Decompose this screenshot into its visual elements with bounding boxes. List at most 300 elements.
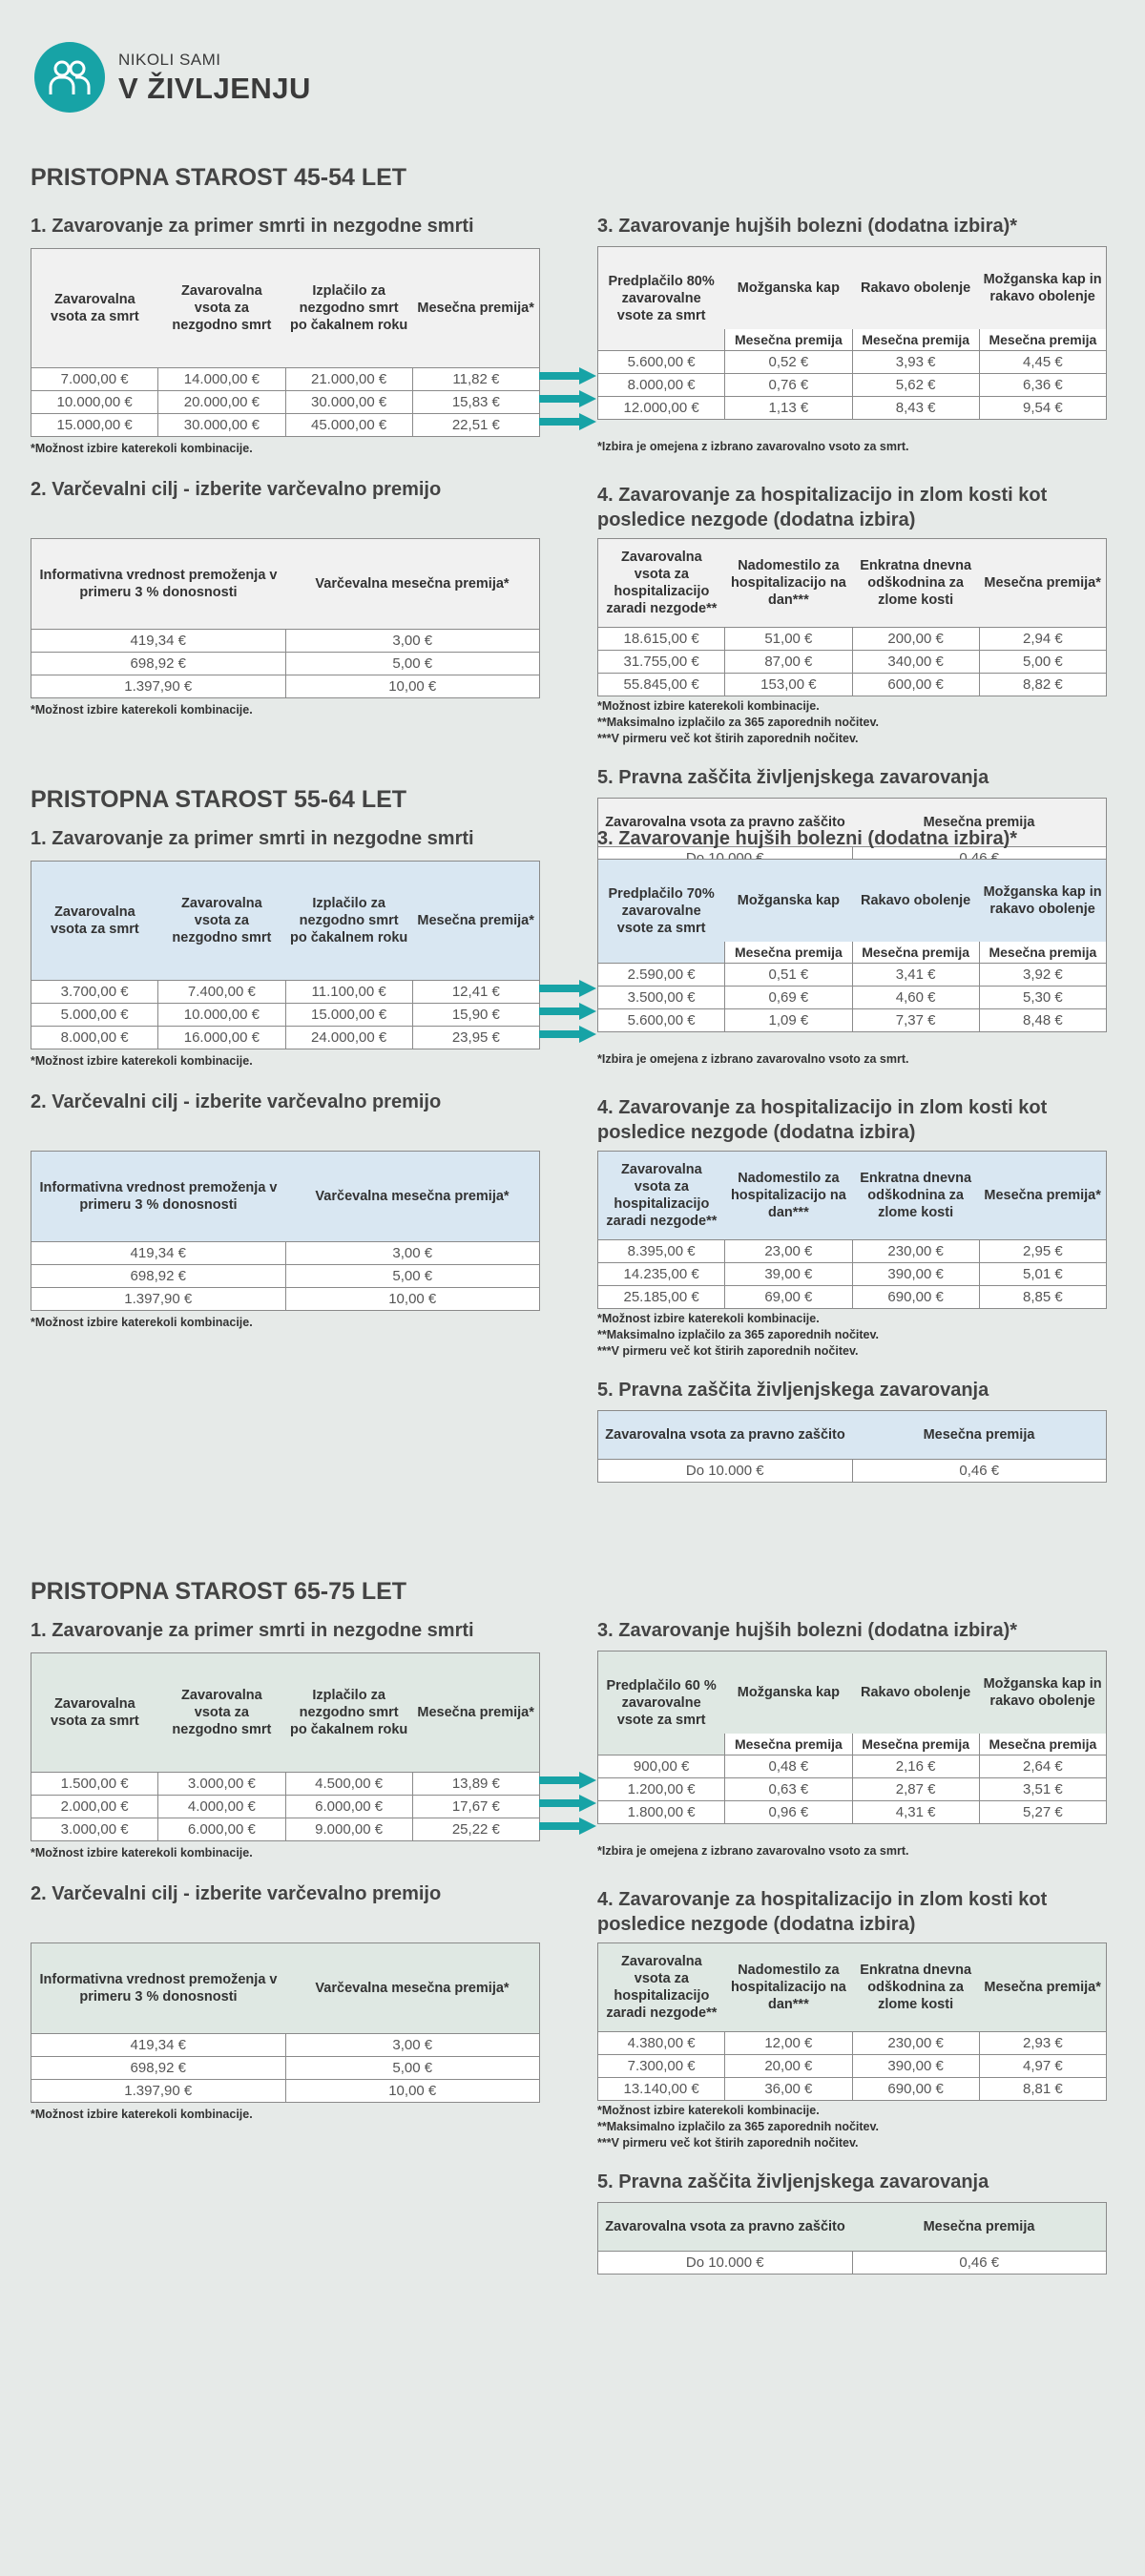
column-header: Izplačilo za nezgodno smrt po čakalnem roku (285, 249, 412, 368)
critical-illness-table (597, 1651, 1107, 1824)
table-cell: 8.395,00 € (598, 1240, 725, 1263)
table-cell: 7.000,00 € (31, 368, 158, 391)
table-cell: 200,00 € (852, 628, 979, 651)
table-cell: 230,00 € (852, 1240, 979, 1263)
footnote: *Izbira je omejena z izbrano zavarovalno vsoto za smrt. (597, 1844, 909, 1858)
table-cell: 5,01 € (979, 1263, 1106, 1286)
table-cell: 3.700,00 € (31, 981, 158, 1004)
table-cell: 13.140,00 € (598, 2078, 725, 2101)
table-cell: 11,82 € (412, 368, 539, 391)
table-cell: 2,95 € (979, 1240, 1106, 1263)
table-row (31, 1773, 540, 1796)
table-cell: 8,82 € (979, 674, 1106, 696)
column-header: Informativna vrednost premoženja v primeru 3 % donosnosti (31, 1152, 286, 1242)
table-row (598, 1801, 1107, 1824)
table-cell: 36,00 € (725, 2078, 852, 2101)
subheader-cell: Mesečna premija (725, 329, 852, 351)
table-cell: 17,67 € (412, 1796, 539, 1818)
table-cell: 2,16 € (852, 1755, 979, 1778)
subheader-cell: Mesečna premija (852, 942, 979, 964)
table-row (598, 1778, 1107, 1801)
table-cell: 3,51 € (979, 1778, 1106, 1801)
table-cell: 4.000,00 € (158, 1796, 285, 1818)
hospitalization-table (597, 538, 1107, 696)
table-row (598, 374, 1107, 397)
table-cell: 3.500,00 € (598, 987, 725, 1009)
column-header: Zavarovalna vsota za hospitalizacijo zaradi nezgode** (598, 1943, 725, 2032)
table-cell: 11.100,00 € (285, 981, 412, 1004)
table-header-row (598, 247, 1107, 330)
table-cell: 0,52 € (725, 351, 852, 374)
table-cell: 698,92 € (31, 653, 286, 675)
table-cell: 39,00 € (725, 1263, 852, 1286)
table-row (598, 674, 1107, 696)
table-cell: 6.000,00 € (158, 1818, 285, 1841)
table-cell: 5,00 € (285, 2057, 540, 2080)
table-cell: 23,00 € (725, 1240, 852, 1263)
table-header-row (598, 1652, 1107, 1735)
table-cell: 12.000,00 € (598, 397, 725, 420)
column-header: Zavarovalna vsota za hospitalizacijo zaradi nezgode** (598, 539, 725, 628)
column-header: Nadomestilo za hospitalizacijo na dan*** (725, 1943, 852, 2032)
table-row (31, 675, 540, 698)
column-header: Predplačilo 70% zavarovalne vsote za smrt (598, 860, 725, 964)
table-cell: 5,00 € (285, 653, 540, 675)
table-row (31, 368, 540, 391)
table-row (31, 1818, 540, 1841)
table-cell: 5,00 € (979, 651, 1106, 674)
table-cell: 1.800,00 € (598, 1801, 725, 1824)
table-cell: 3.000,00 € (158, 1773, 285, 1796)
column-header: Varčevalna mesečna premija* (285, 1152, 540, 1242)
table-cell: 0,96 € (725, 1801, 852, 1824)
table-cell: 9,54 € (979, 397, 1106, 420)
table-cell: 5,27 € (979, 1801, 1106, 1824)
table-cell: 5.600,00 € (598, 1009, 725, 1032)
table-row (598, 1263, 1107, 1286)
arrow-right-icon (539, 1794, 596, 1813)
table-cell: 4.500,00 € (285, 1773, 412, 1796)
brand-tagline-top: NIKOLI SAMI (118, 51, 221, 69)
table-row (31, 981, 540, 1004)
table-cell: 25.185,00 € (598, 1286, 725, 1309)
footnote-line: ***V pirmeru več kot štirih zaporednih nočitev. (597, 2136, 859, 2150)
saving-table (31, 1151, 540, 1311)
table-cell: 18.615,00 € (598, 628, 725, 651)
table-row (598, 2078, 1107, 2101)
table-row (598, 2252, 1107, 2275)
table-cell: 10,00 € (285, 2080, 540, 2103)
footnote: *Možnost izbire katerekoli kombinacije. (31, 1316, 253, 1329)
table-cell: 698,92 € (31, 1265, 286, 1288)
table-cell: 12,00 € (725, 2032, 852, 2055)
table-cell: 3,93 € (852, 351, 979, 374)
footnote (597, 698, 879, 747)
column-header: Zavarovalna vsota za pravno zaščito (598, 1411, 853, 1460)
table-row (31, 1242, 540, 1265)
column-header: Mesečna premija (852, 1411, 1107, 1460)
footnote: *Možnost izbire katerekoli kombinacije. (31, 2108, 253, 2121)
column-header: Zavarovalna vsota za smrt (31, 249, 158, 368)
hospitalization-table (597, 1942, 1107, 2101)
arrow-right-icon (539, 366, 596, 385)
column-header: Mesečna premija (852, 2203, 1107, 2252)
subheader-cell: Mesečna premija (725, 942, 852, 964)
table-cell: 3,00 € (285, 1242, 540, 1265)
footnote (597, 2103, 879, 2151)
table-cell: 14.000,00 € (158, 368, 285, 391)
table-cell: 31.755,00 € (598, 651, 725, 674)
table-cell: 7.400,00 € (158, 981, 285, 1004)
table-row (31, 2057, 540, 2080)
table-row (598, 351, 1107, 374)
arrow-right-icon (539, 1817, 596, 1836)
table-cell: 4,45 € (979, 351, 1106, 374)
table-cell: 690,00 € (852, 1286, 979, 1309)
table-row (31, 2034, 540, 2057)
table-cell: 30.000,00 € (158, 414, 285, 437)
subheader-cell: Mesečna premija (979, 329, 1106, 351)
table-header-row (31, 1152, 540, 1242)
footnote: *Možnost izbire katerekoli kombinacije. (31, 442, 253, 455)
column-header: Možganska kap in rakavo obolenje (979, 247, 1106, 330)
table-cell: 55.845,00 € (598, 674, 725, 696)
table-cell: 23,95 € (412, 1027, 539, 1049)
table-row (598, 1755, 1107, 1778)
column-header: Mesečna premija* (979, 1943, 1106, 2032)
hospitalization-title: 4. Zavarovanje za hospitalizacijo in zlom kosti kot posledice nezgode (dodatna izbira) (597, 485, 1048, 530)
table-cell: 4,31 € (852, 1801, 979, 1824)
table-cell: 0,69 € (725, 987, 852, 1009)
column-header: Enkratna dnevna odškodnina za zlome kosti (852, 1943, 979, 2032)
saving-goal-title: 2. Varčevalni cilj - izberite varčevalno premijo (31, 1883, 442, 1904)
legal-protection-table (597, 1410, 1107, 1483)
column-header: Mesečna premija* (412, 249, 539, 368)
table-cell: 20.000,00 € (158, 391, 285, 414)
table-header-row (598, 1411, 1107, 1460)
table-cell: 5.000,00 € (31, 1004, 158, 1027)
age-title: PRISTOPNA STAROST 65-75 LET (31, 1578, 407, 1605)
table-cell: 900,00 € (598, 1755, 725, 1778)
death-insurance-table (31, 861, 540, 1049)
column-header: Nadomestilo za hospitalizacijo na dan*** (725, 539, 852, 628)
table-header-row (31, 539, 540, 630)
legal-protection-title: 5. Pravna zaščita življenjskega zavarovanja (597, 2171, 989, 2192)
table-cell: 600,00 € (852, 674, 979, 696)
legal-protection-table (597, 2202, 1107, 2275)
table-cell: 153,00 € (725, 674, 852, 696)
footnote-line: **Maksimalno izplačilo za 365 zaporednih nočitev. (597, 716, 879, 729)
table-cell: 3,00 € (285, 630, 540, 653)
table-cell: 8,43 € (852, 397, 979, 420)
table-cell: 8.000,00 € (31, 1027, 158, 1049)
age-title: PRISTOPNA STAROST 55-64 LET (31, 786, 407, 813)
column-header: Možganska kap (725, 247, 852, 330)
table-cell: 14.235,00 € (598, 1263, 725, 1286)
table-cell: 4,60 € (852, 987, 979, 1009)
subheader-cell: Mesečna premija (725, 1734, 852, 1755)
column-header: Informativna vrednost premoženja v primeru 3 % donosnosti (31, 1943, 286, 2034)
column-header: Zavarovalna vsota za pravno zaščito (598, 2203, 853, 2252)
saving-table (31, 538, 540, 698)
table-cell: 87,00 € (725, 651, 852, 674)
arrow-right-icon (539, 1771, 596, 1790)
table-row (598, 651, 1107, 674)
subheader-cell: Mesečna premija (852, 329, 979, 351)
table-cell: Do 10.000 € (598, 2252, 853, 2275)
arrow-right-icon (539, 1025, 596, 1044)
brand-tagline-main: V ŽIVLJENJU (118, 72, 311, 105)
age-title: PRISTOPNA STAROST 45-54 LET (31, 164, 407, 191)
table-row (31, 1004, 540, 1027)
footnote-line: ***V pirmeru več kot štirih zaporednih nočitev. (597, 732, 859, 745)
table-row (598, 987, 1107, 1009)
footnote: *Izbira je omejena z izbrano zavarovalno vsoto za smrt. (597, 1052, 909, 1066)
column-header: Rakavo obolenje (852, 1652, 979, 1735)
table-cell: 8.000,00 € (598, 374, 725, 397)
saving-goal-title: 2. Varčevalni cilj - izberite varčevalno premijo (31, 1091, 442, 1112)
column-header: Mesečna premija* (979, 1152, 1106, 1240)
table-cell: 2,93 € (979, 2032, 1106, 2055)
column-header: Zavarovalna vsota za nezgodno smrt (158, 862, 285, 981)
hospitalization-title: 4. Zavarovanje za hospitalizacijo in zlom kosti kot posledice nezgode (dodatna izbira) (597, 1889, 1048, 1935)
death-insurance-table (31, 248, 540, 437)
footnote-line: **Maksimalno izplačilo za 365 zaporednih nočitev. (597, 2120, 879, 2133)
table-cell: 15,83 € (412, 391, 539, 414)
column-header: Izplačilo za nezgodno smrt po čakalnem roku (285, 862, 412, 981)
table-cell: 5.600,00 € (598, 351, 725, 374)
table-cell: 698,92 € (31, 2057, 286, 2080)
hospitalization-title: 4. Zavarovanje za hospitalizacijo in zlom kosti kot posledice nezgode (dodatna izbira) (597, 1097, 1048, 1143)
subheader-cell: Mesečna premija (979, 942, 1106, 964)
table-cell: 1.397,90 € (31, 1288, 286, 1311)
column-header: Zavarovalna vsota za hospitalizacijo zaradi nezgode** (598, 1152, 725, 1240)
critical-illness-title: 3. Zavarovanje hujših bolezni (dodatna izbira)* (597, 828, 1018, 849)
column-header: Izplačilo za nezgodno smrt po čakalnem roku (285, 1653, 412, 1773)
table-cell: 25,22 € (412, 1818, 539, 1841)
table-cell: 7.300,00 € (598, 2055, 725, 2078)
column-header: Predplačilo 80% zavarovalne vsote za smrt (598, 247, 725, 351)
table-row (598, 1009, 1107, 1032)
footnote: *Možnost izbire katerekoli kombinacije. (31, 703, 253, 717)
table-cell: 230,00 € (852, 2032, 979, 2055)
table-row (31, 2080, 540, 2103)
table-row (31, 630, 540, 653)
table-cell: 390,00 € (852, 2055, 979, 2078)
arrow-right-icon (539, 389, 596, 408)
table-cell: 419,34 € (31, 2034, 286, 2057)
column-header: Rakavo obolenje (852, 247, 979, 330)
table-cell: 13,89 € (412, 1773, 539, 1796)
table-cell: 69,00 € (725, 1286, 852, 1309)
table-cell: 1,09 € (725, 1009, 852, 1032)
table-header-row (598, 1943, 1107, 2032)
table-cell: 690,00 € (852, 2078, 979, 2101)
table-row (31, 391, 540, 414)
table-cell: 1.500,00 € (31, 1773, 158, 1796)
table-cell: 3,00 € (285, 2034, 540, 2057)
footnote-line: *Možnost izbire katerekoli kombinacije. (597, 1312, 820, 1325)
table-cell: 4,97 € (979, 2055, 1106, 2078)
brand-logo (34, 42, 311, 113)
column-header: Varčevalna mesečna premija* (285, 539, 540, 630)
saving-table (31, 1942, 540, 2103)
table-cell: 8,48 € (979, 1009, 1106, 1032)
table-cell: 1.397,90 € (31, 2080, 286, 2103)
table-cell: 5,00 € (285, 1265, 540, 1288)
table-cell: Do 10.000 € (598, 1460, 853, 1483)
table-cell: 7,37 € (852, 1009, 979, 1032)
column-header: Možganska kap in rakavo obolenje (979, 860, 1106, 943)
table-cell: 8,85 € (979, 1286, 1106, 1309)
column-header: Zavarovalna vsota za nezgodno smrt (158, 1653, 285, 1773)
table-row (31, 1027, 540, 1049)
table-cell: 419,34 € (31, 630, 286, 653)
table-cell: 0,46 € (852, 1460, 1107, 1483)
table-cell: 24.000,00 € (285, 1027, 412, 1049)
footnote (597, 1311, 879, 1360)
table-row (31, 1796, 540, 1818)
table-row (598, 1460, 1107, 1483)
table-header-row (31, 862, 540, 981)
table-cell: 2.590,00 € (598, 964, 725, 987)
column-header: Zavarovalna vsota za smrt (31, 1653, 158, 1773)
table-cell: 0,63 € (725, 1778, 852, 1801)
column-header: Možganska kap in rakavo obolenje (979, 1652, 1106, 1735)
column-header: Zavarovalna vsota za nezgodno smrt (158, 249, 285, 368)
table-cell: 6.000,00 € (285, 1796, 412, 1818)
table-cell: 21.000,00 € (285, 368, 412, 391)
table-row (598, 1286, 1107, 1309)
table-cell: 4.380,00 € (598, 2032, 725, 2055)
table-cell: 390,00 € (852, 1263, 979, 1286)
subheader-cell: Mesečna premija (979, 1734, 1106, 1755)
column-header: Možganska kap (725, 860, 852, 943)
death-insurance-table (31, 1652, 540, 1841)
table-cell: 10,00 € (285, 1288, 540, 1311)
column-header: Predplačilo 60 % zavarovalne vsote za smrt (598, 1652, 725, 1755)
hospitalization-table (597, 1151, 1107, 1309)
legal-protection-title: 5. Pravna zaščita življenjskega zavarovanja (597, 767, 989, 788)
column-header: Varčevalna mesečna premija* (285, 1943, 540, 2034)
column-header: Enkratna dnevna odškodnina za zlome kosti (852, 539, 979, 628)
saving-goal-title: 2. Varčevalni cilj - izberite varčevalno premijo (31, 479, 442, 500)
arrow-right-icon (539, 979, 596, 998)
footnote-line: ***V pirmeru več kot štirih zaporednih nočitev. (597, 1344, 859, 1358)
arrow-right-icon (539, 1002, 596, 1021)
arrow-right-icon (539, 412, 596, 431)
death-insurance-title: 1. Zavarovanje za primer smrti in nezgodne smrti (31, 1620, 474, 1641)
table-cell: 22,51 € (412, 414, 539, 437)
table-cell: 10,00 € (285, 675, 540, 698)
table-header-row (31, 1943, 540, 2034)
footnote-line: **Maksimalno izplačilo za 365 zaporednih nočitev. (597, 1328, 879, 1341)
table-row (31, 414, 540, 437)
table-row (598, 397, 1107, 420)
table-header-row (31, 249, 540, 368)
critical-illness-title: 3. Zavarovanje hujših bolezni (dodatna izbira)* (597, 216, 1018, 237)
table-header-row (598, 860, 1107, 943)
table-header-row (598, 2203, 1107, 2252)
table-cell: 1,13 € (725, 397, 852, 420)
column-header: Mesečna premija (852, 799, 1107, 847)
footnote: *Možnost izbire katerekoli kombinacije. (31, 1054, 253, 1068)
table-cell: 10.000,00 € (158, 1004, 285, 1027)
family-icon (34, 42, 105, 113)
table-cell: 5,62 € (852, 374, 979, 397)
table-row (598, 2032, 1107, 2055)
table-cell: 2.000,00 € (31, 1796, 158, 1818)
table-cell: 20,00 € (725, 2055, 852, 2078)
table-cell: 0,46 € (852, 2252, 1107, 2275)
table-header-row (598, 1152, 1107, 1240)
footnote-line: *Možnost izbire katerekoli kombinacije. (597, 2104, 820, 2117)
table-cell: 2,64 € (979, 1755, 1106, 1778)
table-row (598, 2055, 1107, 2078)
table-cell: 12,41 € (412, 981, 539, 1004)
table-cell: 16.000,00 € (158, 1027, 285, 1049)
table-cell: 15.000,00 € (31, 414, 158, 437)
table-cell: 1.397,90 € (31, 675, 286, 698)
table-cell: 10.000,00 € (31, 391, 158, 414)
table-cell: 419,34 € (31, 1242, 286, 1265)
table-cell: 0,76 € (725, 374, 852, 397)
critical-illness-table (597, 246, 1107, 420)
table-header-row (598, 539, 1107, 628)
critical-illness-title: 3. Zavarovanje hujših bolezni (dodatna izbira)* (597, 1620, 1018, 1641)
table-cell: 0,51 € (725, 964, 852, 987)
table-cell: 30.000,00 € (285, 391, 412, 414)
table-cell: 8,81 € (979, 2078, 1106, 2101)
death-insurance-title: 1. Zavarovanje za primer smrti in nezgodne smrti (31, 828, 474, 849)
table-row (598, 1240, 1107, 1263)
table-cell: 3,41 € (852, 964, 979, 987)
column-header: Možganska kap (725, 1652, 852, 1735)
table-row (31, 653, 540, 675)
table-cell: 1.200,00 € (598, 1778, 725, 1801)
table-cell: 3.000,00 € (31, 1818, 158, 1841)
table-cell: 2,87 € (852, 1778, 979, 1801)
critical-illness-table (597, 859, 1107, 1032)
column-header: Mesečna premija* (412, 1653, 539, 1773)
column-header: Rakavo obolenje (852, 860, 979, 943)
subheader-cell: Mesečna premija (852, 1734, 979, 1755)
table-cell: 15.000,00 € (285, 1004, 412, 1027)
table-cell: 45.000,00 € (285, 414, 412, 437)
footnote: *Izbira je omejena z izbrano zavarovalno vsoto za smrt. (597, 440, 909, 453)
footnote: *Možnost izbire katerekoli kombinacije. (31, 1846, 253, 1859)
column-header: Zavarovalna vsota za smrt (31, 862, 158, 981)
footnote-line: *Možnost izbire katerekoli kombinacije. (597, 699, 820, 713)
table-cell: 51,00 € (725, 628, 852, 651)
table-cell: 3,92 € (979, 964, 1106, 987)
legal-protection-title: 5. Pravna zaščita življenjskega zavarovanja (597, 1380, 989, 1401)
column-header: Nadomestilo za hospitalizacijo na dan*** (725, 1152, 852, 1240)
table-row (598, 964, 1107, 987)
table-row (598, 628, 1107, 651)
table-cell: 15,90 € (412, 1004, 539, 1027)
table-header-row (31, 1653, 540, 1773)
table-cell: 5,30 € (979, 987, 1106, 1009)
column-header: Zavarovalna vsota za pravno zaščito (598, 799, 853, 847)
column-header: Informativna vrednost premoženja v primeru 3 % donosnosti (31, 539, 286, 630)
table-cell: 6,36 € (979, 374, 1106, 397)
column-header: Enkratna dnevna odškodnina za zlome kosti (852, 1152, 979, 1240)
table-cell: 340,00 € (852, 651, 979, 674)
table-cell: 2,94 € (979, 628, 1106, 651)
column-header: Mesečna premija* (412, 862, 539, 981)
table-row (31, 1265, 540, 1288)
